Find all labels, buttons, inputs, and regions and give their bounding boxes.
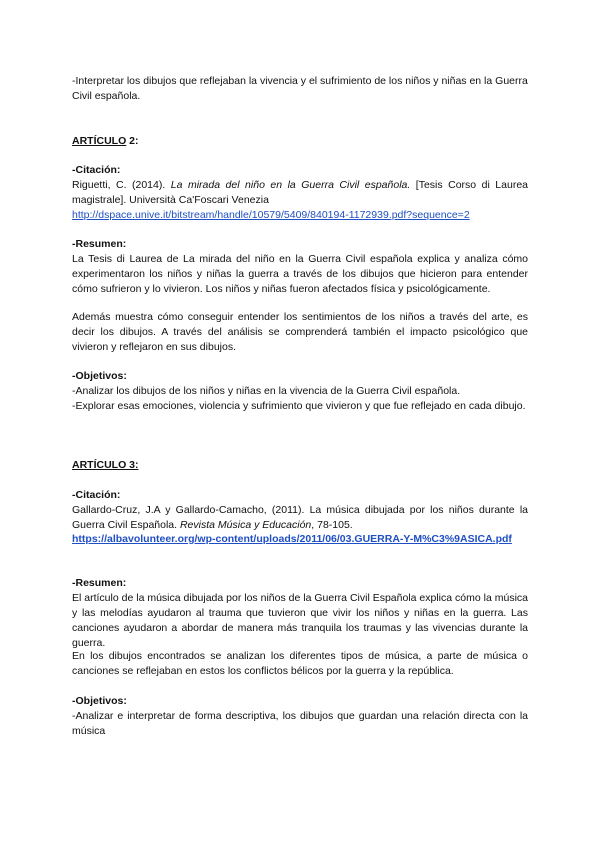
article-3-citation-journal: Revista Música y Educación — [179, 519, 312, 531]
article-2-citacion-label: -Citación: — [72, 164, 121, 176]
article-3-resumen-p2: En los dibujos encontrados se analizan los diferentes tipos de música, a parte de música o canciones se reflejaban en estos los conflictos bélicos por la guerra y la república. — [72, 650, 528, 677]
article-2-citation — [72, 178, 528, 208]
article-2-heading — [72, 134, 528, 149]
article-2-citation-author: Riguetti, C. (2014). — [72, 179, 171, 191]
article-2-resumen-label: -Resumen: — [72, 238, 127, 250]
article-2-resumen-p2: Además muestra cómo conseguir entender los sentimientos de los niños a través del arte, es decir los dibujos. A través del análisis se comprenderá también el impacto psicológico que vivieron y reflejaron en sus dibujos. — [72, 311, 528, 353]
intro-objective: -Interpretar los dibujos que reflejaban la vivencia y el sufrimiento de los niños y niñas en la Guerra Civil española. — [72, 75, 528, 102]
article-3-citation-authors: Gallardo-Cruz, J.A y Gallardo-Camacho, (2011). La música dibujada por los niños durante la Guerra Civil Española. — [72, 504, 528, 531]
article-2-citation-rest: [Tesis Corso di Laurea magistrale]. Università Ca'Foscari Venezia — [72, 179, 528, 206]
article-3-heading: ARTÍCULO 3: — [72, 459, 139, 471]
article-3-objective-1: -Analizar e interpretar de forma descriptiva, los dibujos que guardan una relación directa con la música — [72, 710, 528, 737]
article-3-resumen-p1: El artículo de la música dibujada por los niños de la Guerra Civil Española explica cómo la música y las melodías ayudaron al trauma que tuvieron que vivir los niños y niñas en la guerra. Las canciones ayudaron a abordar de manera más tranquila los traumas y las vivencias durante la guerra. — [72, 592, 528, 649]
article-3-url-line — [72, 532, 528, 547]
article-3-citation — [72, 503, 528, 533]
article-2-heading-word: ARTÍCULO — [72, 135, 127, 147]
article-3-resumen-label: -Resumen: — [72, 577, 127, 589]
article-3-citation-pages: , 78-105. — [311, 519, 353, 531]
article-2-objective-1: -Analizar los dibujos de los niños y niñas en la vivencia de la Guerra Civil española. — [72, 385, 461, 397]
article-2-url-line — [72, 208, 528, 223]
article-2-citation-title: La mirada del niño en la Guerra Civil española. — [170, 179, 411, 191]
article-3-objetivos-label: -Objetivos: — [72, 695, 127, 707]
article-2-objetivos-label: -Objetivos: — [72, 370, 127, 382]
article-2-url-link[interactable]: http://dspace.unive.it/bitstream/handle/10579/5409/840194-1172939.pdf?sequence=2 — [72, 209, 470, 221]
article-2-resumen-p1: La Tesis di Laurea de La mirada del niño en la Guerra Civil española explica y analiza cómo experimentaron los niños y niñas la guerra a través de los dibujos que hicieron para entender cómo sufrieron y lo vivieron. Los niños y niñas fueron afectados física y psicológicamente. — [72, 253, 528, 295]
article-3-url-link[interactable]: https://albavolunteer.org/wp-content/uploads/2011/06/03.GUERRA-Y-M%C3%9ASICA.pdf — [72, 533, 512, 545]
article-3-citacion-label: -Citación: — [72, 489, 121, 501]
article-2-heading-num: 2: — [126, 135, 139, 147]
article-2-objective-2: -Explorar esas emociones, violencia y sufrimiento que vivieron y que fue reflejado en cada dibujo. — [72, 400, 526, 412]
